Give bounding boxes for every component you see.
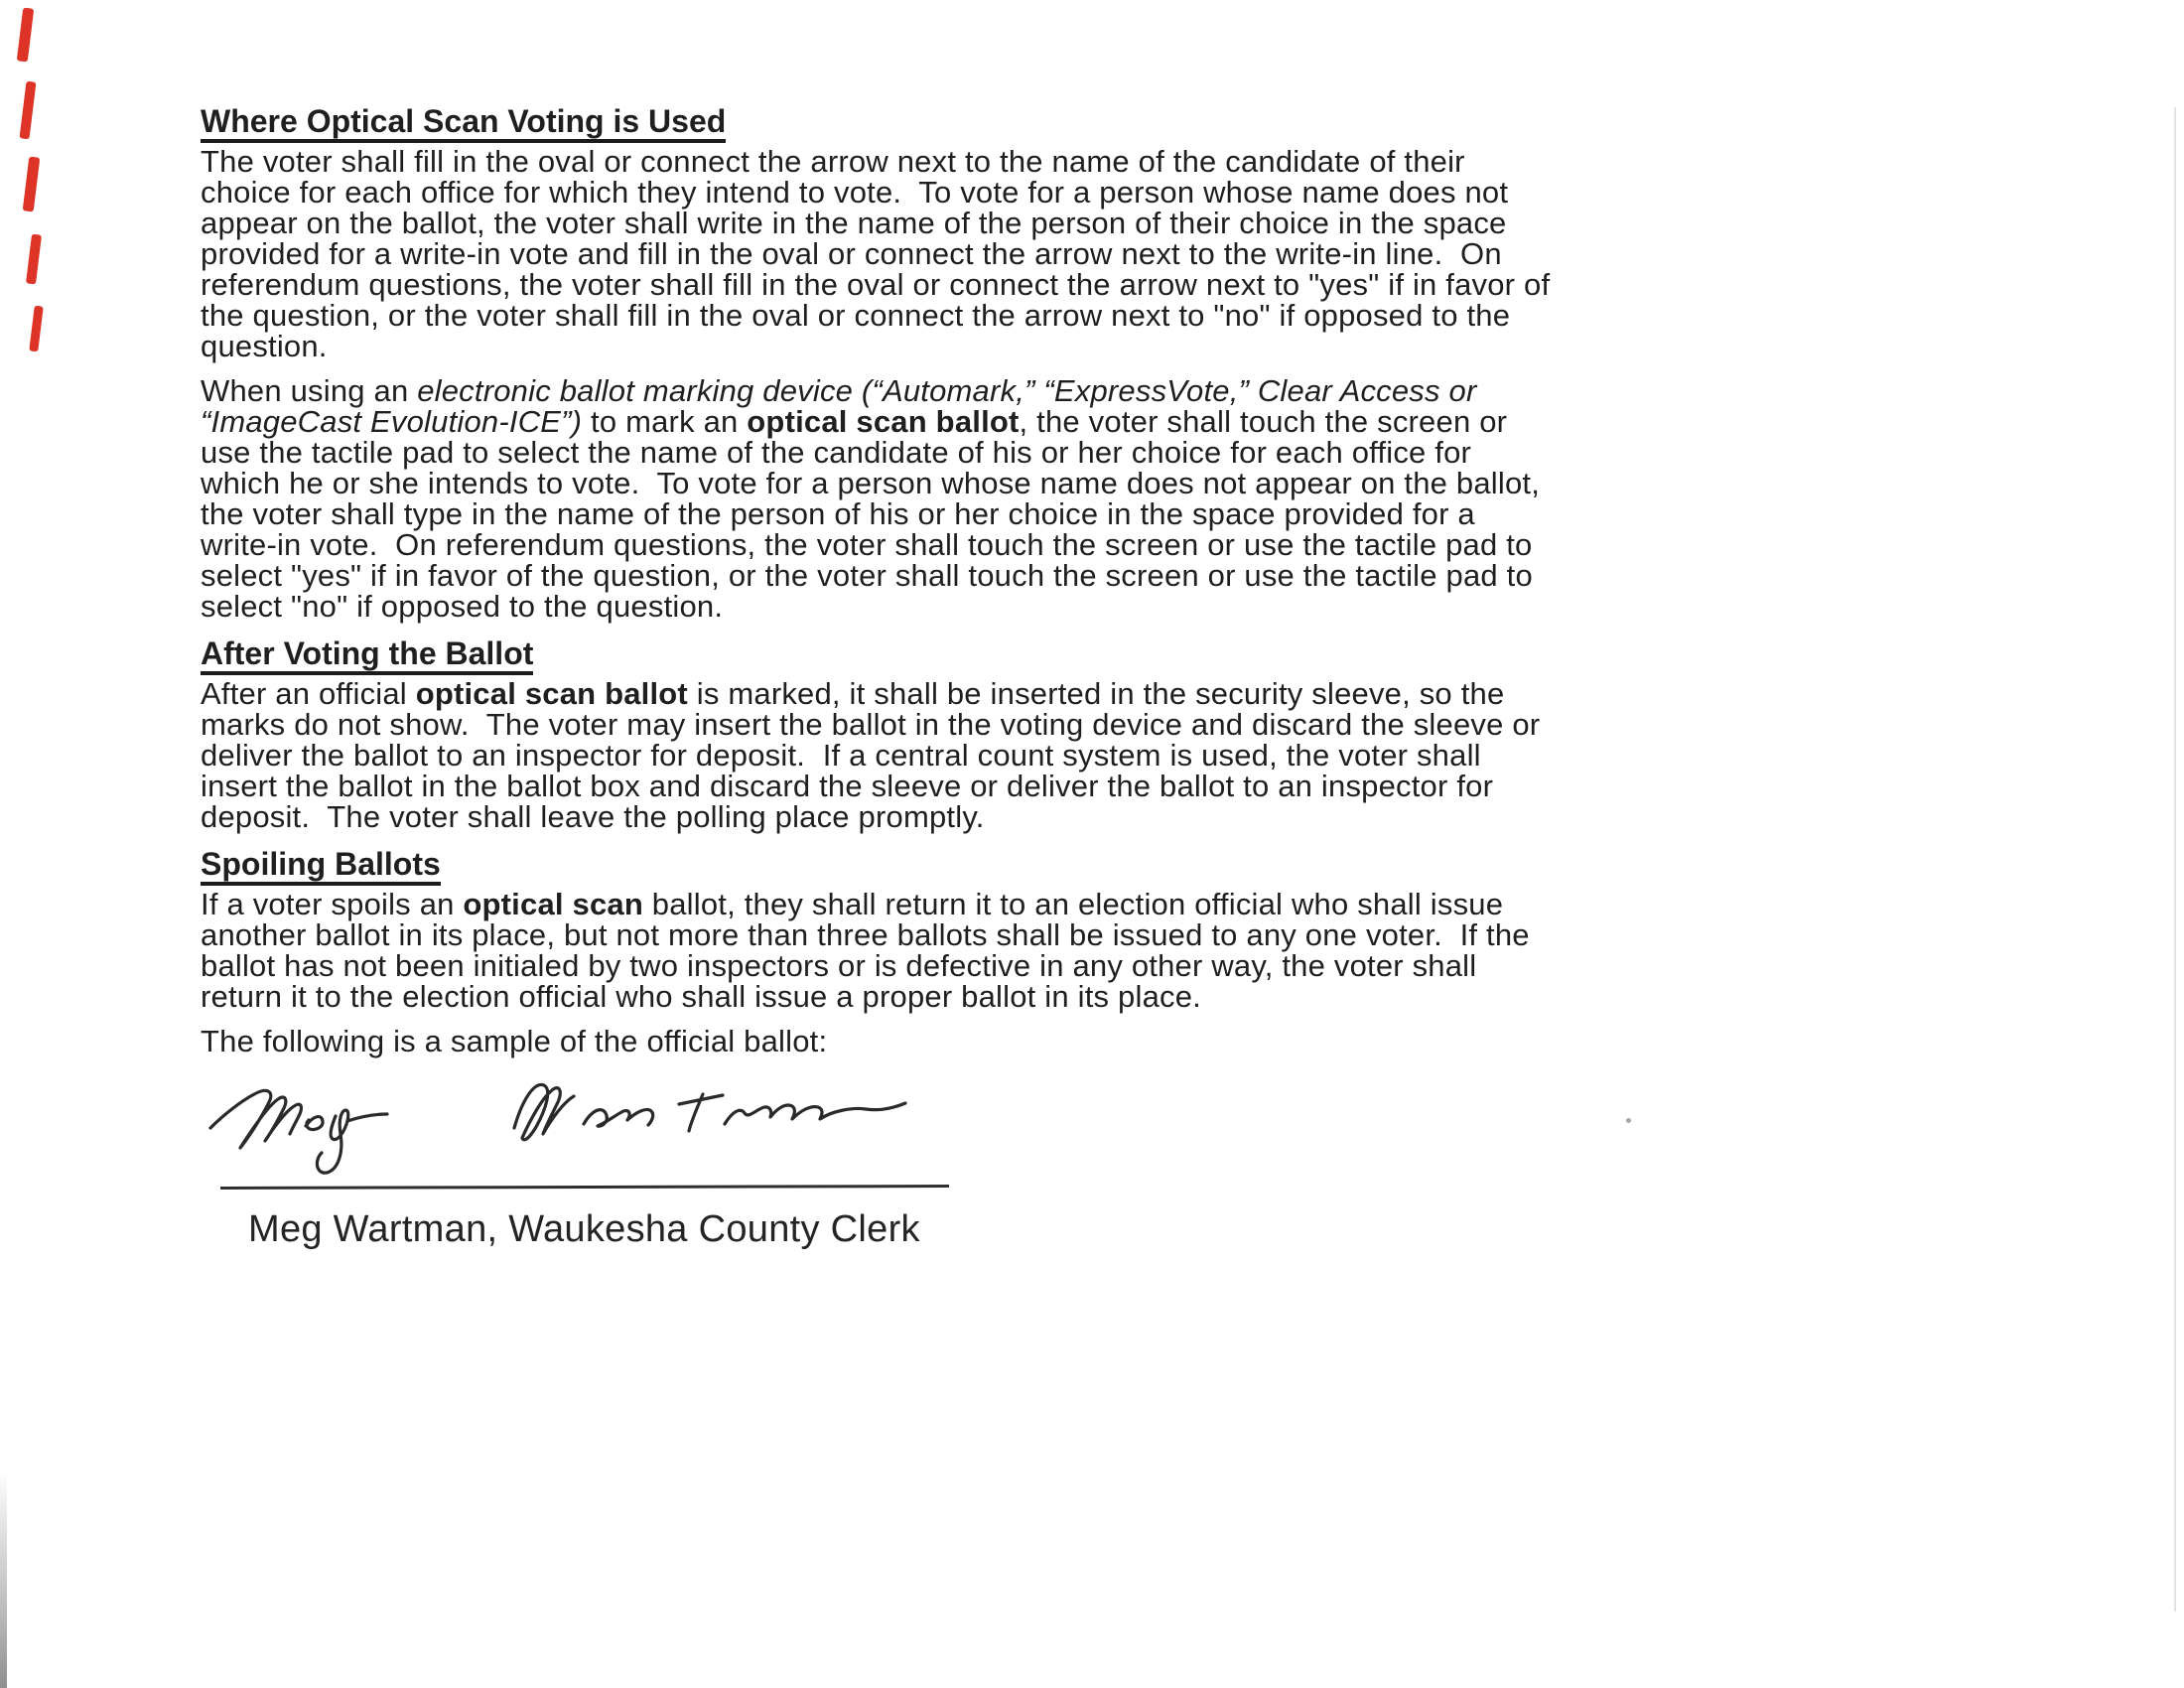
scan-edge-artifact-bottom-left bbox=[0, 1470, 7, 1688]
section-spoiling-ballots bbox=[201, 846, 1987, 1012]
section-sample-ballot-caption bbox=[201, 1026, 1987, 1056]
text-line: marks do not show. The voter may insert the ballot in the voting device and discard the sleeve or bbox=[201, 707, 1541, 742]
text-line: appear on the ballot, the voter shall write in the name of the person of their choice in the space bbox=[201, 206, 1507, 240]
text-line: choice for each office for which they intend to vote. To vote for a person whose name does not bbox=[201, 175, 1509, 210]
section-heading-spoiling-ballots: Spoiling Ballots bbox=[201, 846, 1987, 886]
section-electronic-ballot-marking-device bbox=[201, 375, 1987, 622]
section-after-voting-the-ballot bbox=[201, 635, 1987, 832]
section-heading-where-optical-scan-voting: Where Optical Scan Voting is Used bbox=[201, 103, 1987, 143]
text-line: referendum questions, the voter shall fill in the oval or connect the arrow next to "yes" if in favor of bbox=[201, 267, 1551, 302]
text-line: After an official optical scan ballot is marked, it shall be inserted in the security sleeve, so the bbox=[201, 676, 1505, 711]
document-body bbox=[201, 103, 1987, 1070]
text-line: return it to the election official who shall issue a proper ballot in its place. bbox=[201, 979, 1201, 1014]
text-line: ballot has not been initialed by two inspectors or is defective in any other way, the voter shall bbox=[201, 948, 1477, 983]
red-edge-mark bbox=[23, 157, 41, 212]
text-line: “ImageCast Evolution-ICE”) to mark an optical scan ballot, the voter shall touch the screen or bbox=[201, 404, 1508, 439]
signature-line bbox=[220, 1185, 949, 1190]
text-line: deposit. The voter shall leave the polling place promptly. bbox=[201, 799, 985, 834]
scan-edge-artifact-right bbox=[2174, 107, 2176, 1612]
text-line: question. bbox=[201, 329, 328, 363]
text-line: The voter shall fill in the oval or connect the arrow next to the name of the candidate of their bbox=[201, 144, 1465, 179]
text-line: use the tactile pad to select the name of the candidate of his or her choice for each office for bbox=[201, 435, 1472, 470]
signature-handwriting bbox=[208, 1064, 913, 1184]
red-edge-mark bbox=[26, 234, 42, 285]
text-line: another ballot in its place, but not more than three ballots shall be issued to any one voter. If the bbox=[201, 917, 1530, 952]
red-edge-mark bbox=[29, 306, 44, 352]
scan-speck bbox=[1626, 1118, 1631, 1123]
text-line: The following is a sample of the official ballot: bbox=[201, 1024, 828, 1058]
text-line: the voter shall type in the name of the person of his or her choice in the space provided for a bbox=[201, 496, 1475, 531]
signer-name: Meg Wartman, Waukesha County Clerk bbox=[248, 1208, 920, 1250]
text-line: insert the ballot in the ballot box and discard the sleeve or deliver the ballot to an inspector for bbox=[201, 769, 1494, 803]
text-line: provided for a write-in vote and fill in the oval or connect the arrow next to the write-in line. On bbox=[201, 236, 1502, 271]
section-heading-after-voting-the-ballot: After Voting the Ballot bbox=[201, 635, 1987, 675]
text-line: If a voter spoils an optical scan ballot, they shall return it to an election official who shall issue bbox=[201, 887, 1504, 921]
red-edge-mark bbox=[17, 8, 34, 63]
text-line: select "yes" if in favor of the question, or the voter shall touch the screen or use the tactile pad to bbox=[201, 558, 1533, 593]
text-line: write-in vote. On referendum questions, the voter shall touch the screen or use the tactile pad to bbox=[201, 527, 1533, 562]
text-line: which he or she intends to vote. To vote for a person whose name does not appear on the ballot, bbox=[201, 466, 1541, 500]
text-line: select "no" if opposed to the question. bbox=[201, 589, 724, 624]
text-line: the question, or the voter shall fill in the oval or connect the arrow next to "no" if opposed to the bbox=[201, 298, 1511, 333]
section-where-optical-scan-voting bbox=[201, 103, 1987, 361]
red-edge-marks bbox=[14, 8, 54, 365]
text-line: deliver the ballot to an inspector for deposit. If a central count system is used, the voter shall bbox=[201, 738, 1481, 773]
text-line: When using an electronic ballot marking device (“Automark,” “ExpressVote,” Clear Access or bbox=[201, 373, 1477, 408]
red-edge-mark bbox=[20, 81, 37, 140]
